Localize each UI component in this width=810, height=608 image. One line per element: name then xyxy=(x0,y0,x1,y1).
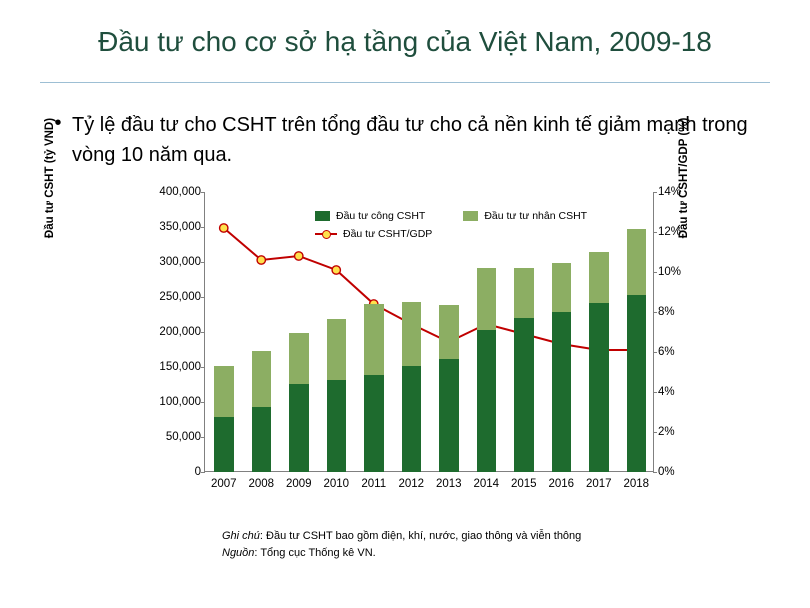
y-axis-label-right: Đầu tư CSHT/GDP (%) xyxy=(678,117,690,239)
y-tick-right: 14% xyxy=(658,186,682,198)
y-tick-left: 400,000 xyxy=(159,186,201,198)
y-tick-left: 300,000 xyxy=(159,256,201,268)
y-tickmark-left xyxy=(201,262,205,263)
x-tick-label: 2017 xyxy=(585,478,612,490)
x-tick-label: 2015 xyxy=(510,478,537,490)
bar-private xyxy=(589,252,609,303)
y-tick-right: 10% xyxy=(658,266,682,278)
bar-public xyxy=(327,380,347,472)
note-label-1: Ghi chú xyxy=(222,530,260,542)
x-tick-label: 2008 xyxy=(248,478,275,490)
note-line-2 xyxy=(222,545,581,562)
x-tick-label: 2012 xyxy=(398,478,425,490)
bar-public xyxy=(214,417,234,472)
ratio-marker xyxy=(332,266,340,274)
ratio-marker xyxy=(220,224,228,232)
x-tick-label: 2014 xyxy=(473,478,500,490)
legend-label-private: Đầu tư tư nhân CSHT xyxy=(484,210,588,222)
ratio-line xyxy=(224,228,637,350)
y-tick-right: 4% xyxy=(658,386,675,398)
x-tick-label: 2007 xyxy=(210,478,237,490)
y-tickmark-left xyxy=(201,472,205,473)
bar-public xyxy=(552,312,572,472)
title-divider xyxy=(40,82,770,83)
bar-public xyxy=(289,384,309,472)
y-tick-right: 8% xyxy=(658,306,675,318)
line-series-overlay xyxy=(205,192,655,472)
bar-public xyxy=(439,359,459,472)
legend-label-public: Đầu tư công CSHT xyxy=(336,210,426,222)
y-tick-left: 0 xyxy=(194,466,201,478)
y-tickmark-right xyxy=(653,192,657,193)
page-title: Đầu tư cho cơ sở hạ tầng của Việt Nam, 2009-18 xyxy=(98,26,712,57)
y-tick-left: 100,000 xyxy=(159,396,201,408)
y-tickmark-left xyxy=(201,227,205,228)
y-tickmark-right xyxy=(653,472,657,473)
y-tick-left: 350,000 xyxy=(159,221,201,233)
ratio-marker xyxy=(295,252,303,260)
x-tick-label: 2009 xyxy=(285,478,312,490)
y-tickmark-left xyxy=(201,437,205,438)
x-tick-label: 2013 xyxy=(435,478,462,490)
y-tickmark-right xyxy=(653,232,657,233)
bar-private xyxy=(364,304,384,375)
y-tick-left: 250,000 xyxy=(159,291,201,303)
bullet-text: Tỷ lệ đầu tư cho CSHT trên tổng đầu tư cho cả nền kinh tế giảm mạnh trong vòng 10 năm qua. xyxy=(72,114,748,166)
note-line-1 xyxy=(222,528,581,545)
y-tickmark-right xyxy=(653,392,657,393)
y-tickmark-right xyxy=(653,272,657,273)
y-tick-left: 150,000 xyxy=(159,361,201,373)
bar-private xyxy=(552,263,572,312)
chart-notes xyxy=(222,528,581,562)
bar-private xyxy=(214,366,234,417)
bar-private xyxy=(627,229,647,295)
ratio-marker xyxy=(257,256,265,264)
plot-area xyxy=(159,186,682,490)
y-tick-left: 200,000 xyxy=(159,326,201,338)
bar-public xyxy=(364,375,384,472)
bar-public xyxy=(627,295,647,472)
y-tickmark-left xyxy=(201,297,205,298)
bullet-marker: • xyxy=(54,112,62,134)
bar-private xyxy=(439,305,459,359)
y-tick-right: 12% xyxy=(658,226,682,238)
note-label-2: Nguồn xyxy=(222,547,255,559)
y-tickmark-right xyxy=(653,312,657,313)
note-text-1: : Đầu tư CSHT bao gồm điện, khí, nước, giao thông và viễn thông xyxy=(259,530,582,542)
y-tick-right: 0% xyxy=(658,466,675,478)
bar-private xyxy=(289,333,309,383)
x-tick-label: 2010 xyxy=(323,478,350,490)
note-text-2: : Tổng cục Thống kê VN. xyxy=(254,547,376,559)
bar-private xyxy=(252,351,272,407)
bar-private xyxy=(477,268,497,330)
bar-private xyxy=(327,319,347,380)
y-tickmark-left xyxy=(201,402,205,403)
y-tickmark-left xyxy=(201,367,205,368)
bar-public xyxy=(589,303,609,472)
y-tick-right: 6% xyxy=(658,346,675,358)
y-tick-right: 2% xyxy=(658,426,675,438)
bullet-item xyxy=(44,110,764,170)
y-tickmark-right xyxy=(653,432,657,433)
y-tickmark-left xyxy=(201,332,205,333)
bar-public xyxy=(252,407,272,472)
y-tickmark-left xyxy=(201,192,205,193)
bar-public xyxy=(477,330,497,472)
bar-public xyxy=(402,366,422,472)
x-tick-label: 2016 xyxy=(548,478,575,490)
y-tick-left: 50,000 xyxy=(165,431,201,443)
x-tick-label: 2018 xyxy=(623,478,650,490)
y-tickmark-right xyxy=(653,352,657,353)
bar-private xyxy=(402,302,422,366)
bar-private xyxy=(514,268,534,318)
bar-public xyxy=(514,318,534,472)
x-tick-label: 2011 xyxy=(361,478,387,490)
legend-label-ratio: Đầu tư CSHT/GDP xyxy=(343,228,433,240)
y-axis-label-left: Đầu tư CSHT (tỷ VND) xyxy=(44,117,56,239)
